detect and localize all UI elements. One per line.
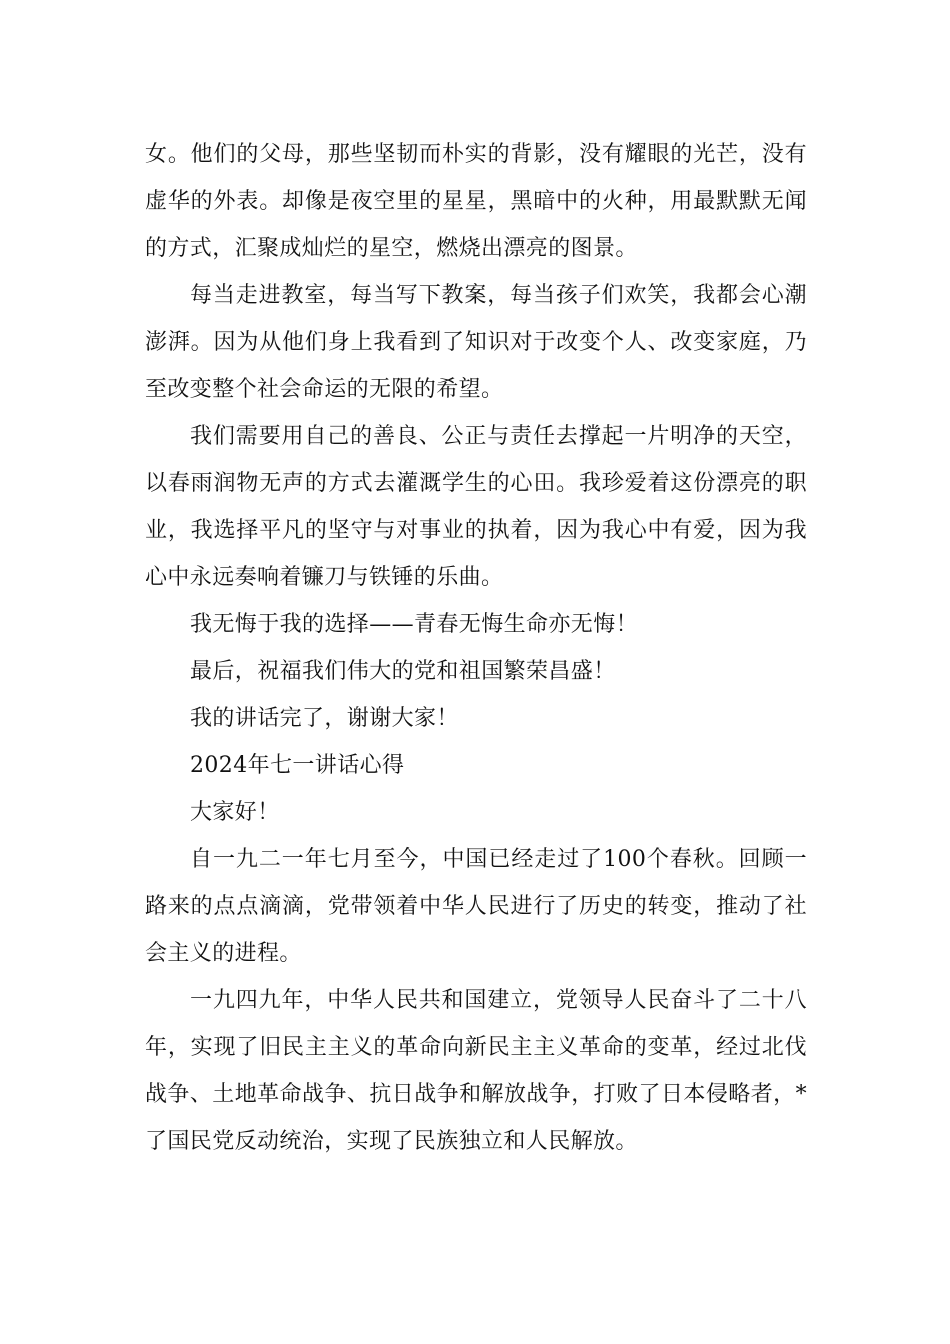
document-body (145, 131, 807, 1165)
paragraph-1: 女。他们的父母，那些坚韧而朴实的背影，没有耀眼的光芒，没有虚华的外表。却像是夜空里的星星，黑暗中的火种，用最默默无闻的方式，汇聚成灿烂的星空，燃烧出漂亮的图景。 (145, 142, 807, 261)
paragraph-9: 自一九二一年七月至今，中国已经走过了100个春秋。回顾一路来的点点滴滴，党带领着中华人民进行了历史的转变，推动了社会主义的进程。 (145, 847, 807, 966)
paragraph-3: 我们需要用自己的善良、公正与责任去撑起一片明净的天空，以春雨润物无声的方式去灌溉学生的心田。我珍爱着这份漂亮的职业，我选择平凡的坚守与对事业的执着，因为我心中有爱，因为我心中永远奏响着镰刀与铁锤的乐曲。 (145, 424, 807, 590)
paragraph-2: 每当走进教室，每当写下教案，每当孩子们欢笑，我都会心潮澎湃。因为从他们身上我看到了知识对于改变个人、改变家庭，乃至改变整个社会命运的无限的希望。 (145, 283, 807, 402)
paragraph-4: 我无悔于我的选择——青春无悔生命亦无悔！ (190, 612, 639, 637)
greeting: 大家好！ (190, 800, 280, 825)
paragraph-6: 我的讲话完了，谢谢大家！ (190, 706, 459, 731)
paragraph-5: 最后，祝福我们伟大的党和祖国繁荣昌盛！ (190, 659, 616, 684)
section-title: 2024年七一讲话心得 (190, 753, 405, 778)
paragraph-10: 一九四九年，中华人民共和国建立，党领导人民奋斗了二十八年，实现了旧民主主义的革命向新民主主义革命的变革，经过北伐战争、土地革命战争、抗日战争和解放战争，打败了日本侵略者，*了国民党反动统治，实现了民族独立和人民解放。 (145, 988, 807, 1154)
